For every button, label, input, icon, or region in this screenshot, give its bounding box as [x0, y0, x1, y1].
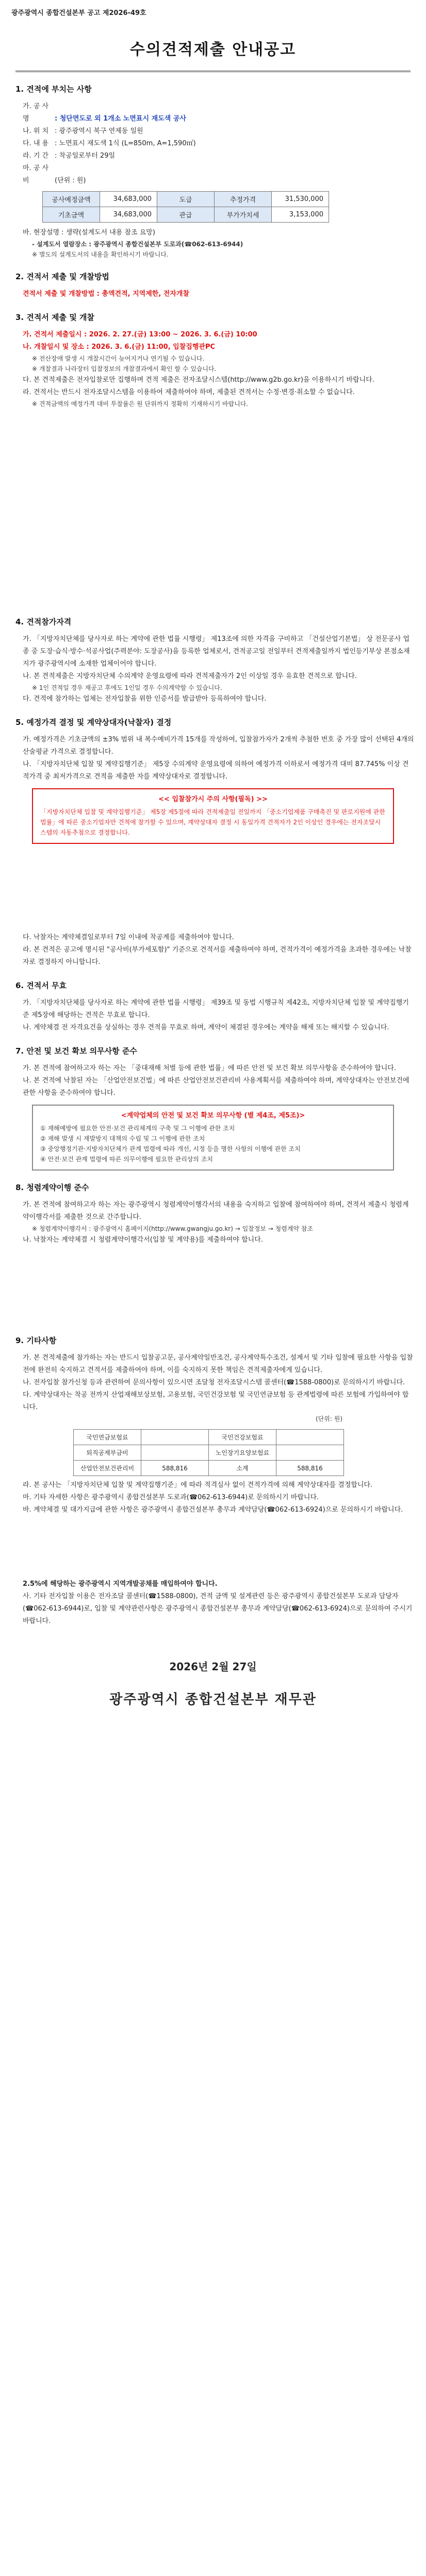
- s4-item: ※ 1인 견적일 경우 재공고 후에도 1인일 경우 수의계약할 수 있습니다.: [32, 684, 222, 691]
- section-1-title: 1. 견적에 부치는 사항: [15, 84, 92, 94]
- s10-item: 다. 계약상대자는 착공 전까지 산업재해보상보험, 고용보험, 국민건강보험 및 국민연금보험 등 관계법령에 따른 보험에 가입하여야 합니다.: [23, 1391, 409, 1411]
- s3-item: ※ 전산장애 발생 시 개찰시간이 늦어지거나 연기될 수 있습니다.: [32, 355, 205, 362]
- s1-item: 마. 공 사 비 (단위 : 원): [23, 164, 86, 184]
- page-title: 수의견적제출 안내공고: [129, 41, 297, 59]
- s2-body: 견적서 제출 및 개찰방법 : 총액견적, 지역제한, 전자개찰: [23, 290, 190, 298]
- s10-tail: 라. 본 공사는 「지방자치단체 입찰 및 계약집행기준」에 따라 적격심사 없이 견적가격에 의해 계약상대자를 결정합니다.: [23, 1481, 373, 1489]
- section-7-title: 7. 안전 및 보건 확보 의무사항 준수: [15, 1046, 137, 1056]
- closing-date: 2026년 2월 27일: [169, 1660, 257, 1673]
- s9-item: ※ 청렴계약이행각서 : 광주광역시 홈페이지(http://www.gwangju.go.kr) → 입찰정보 → 청렴계약 참조: [32, 1225, 314, 1232]
- section-5-title: 5. 예정가격 결정 및 계약상대자(낙찰자) 결정: [15, 718, 172, 727]
- cost-cell: 기초금액: [43, 207, 100, 223]
- cost-cell: 관급: [157, 207, 215, 223]
- s3-item: 나. 개찰일시 및 장소 : 2026. 3. 6.(금) 11:00, 입찰집행관PC: [23, 343, 216, 351]
- s3-item: 다. 본 견적제출은 전자입찰로만 집행하며 견적 제출은 전자조달시스템(http://www.g2b.go.kr)을 이용하시기 바랍니다.: [23, 376, 374, 384]
- insurance-cell: 산업안전보건관리비: [74, 1461, 141, 1476]
- s3-item: 가. 견적서 제출일시 : 2026. 2. 27.(금) 13:00 ~ 2026. 3. 6.(금) 10:00: [23, 331, 257, 338]
- s10-tail: 바. 계약체결 및 대가지급에 관한 사항은 광주광역시 종합건설본부 총무과 계약담당(☎062-613-6924)으로 문의하시기 바랍니다.: [23, 1506, 403, 1514]
- cost-cell: 31,530,000: [272, 192, 329, 207]
- safety-duty-item: ④ 안전·보건 관계 법령에 따른 의무이행에 필요한 관리상의 조치: [40, 1156, 213, 1163]
- s10-item: 가. 본 견적제출에 참가하는 자는 반드시 입찰공고문, 공사계약일반조건, 공사계약특수조건, 설계서 및 기타 입찰에 필요한 사항을 입찰전에 완전히 숙지하고 견적서를 제출하여야 하며, 이를 숙지하지 못한 책임은 견적제출자에게 있습니다.: [23, 1354, 413, 1374]
- insurance-cell: 588,816: [141, 1461, 209, 1476]
- s9-item: 가. 본 견적에 참여하고자 하는 자는 광주광역시 청렴계약이행각서의 내용을 숙지하고 입찰에 참여하여야 하며, 견적서 제출시 청렴계약이행각서를 제출한 것으로 간주합니다.: [23, 1201, 409, 1221]
- section-2-title: 2. 견적서 제출 및 개찰방법: [15, 272, 109, 281]
- insurance-cell: 국민건강보험료: [209, 1430, 276, 1445]
- safety-duty-item: ② 재해 발생 시 재발방지 대책의 수립 및 그 이행에 관한 조치: [40, 1135, 205, 1142]
- caution-body: 「지방자치단체 입찰 및 계약집행기준」 제5장 제5절에 따라 견적제출일 전일까지 「중소기업제품 구매촉진 및 판로지원에 관한 법률」에 따른 중소기업자만 견적에 참가할 수 있으며, 계약상대자 결정 시 동일가격 견적자가 2인 이상인 경우에는 전자조달시스템의 자동추첨으로 결정합니다.: [40, 808, 385, 836]
- s4-item: 가. 「지방자치단체를 당사자로 하는 계약에 관한 법률 시행령」 제13조에 의한 자격을 구비하고 「건설산업기본법」 상 전문공사 업종 중 도장·습식·방수·석공사업(주력분야: 도장공사)을 등록한 업체로서, 견적공고일 전일부터 견적제출일까지 법인등기부상 본점소재지가 광주광역시에 소재한 업체이어야 합니다.: [23, 635, 410, 668]
- s8-item: 나. 본 견적에 낙찰된 자는 「산업안전보건법」에 따른 산업안전보건관리비 사용계획서를 제출하여야 하며, 계약상대자는 안전보건에 관한 사항을 준수하여야 합니다.: [23, 1077, 409, 1097]
- insurance-unit: (단위: 원): [316, 1415, 342, 1422]
- cost-cell: 추정가격: [215, 192, 272, 207]
- title-divider: [15, 71, 411, 72]
- cost-cell: 34,683,000: [100, 192, 157, 207]
- issuer-name: 광주광역시 종합건설본부 재무관: [109, 1692, 317, 1707]
- caution-box: [32, 788, 394, 844]
- safety-duty-title: <계약업체의 안전 및 보건 확보 의무사항 (별 제4조, 제5조)>: [121, 1112, 305, 1120]
- s3-item: 라. 견적서는 반드시 전자조달시스템을 이용하여 제출하여야 하며, 제출된 견적서는 수정·변경·취소할 수 없습니다.: [23, 388, 355, 396]
- section-9-title: 9. 기타사항: [15, 1336, 57, 1345]
- s5-item: 나. 「지방자치단체 입찰 및 계약집행기준」 제5장 수의계약 운영요령에 의하여 예정가격 이하로서 예정가격 대비 87.745% 이상 견적가격 중 최저가격으로 견적을 제출한 자를 계약상대자로 결정합니다.: [23, 760, 409, 781]
- notice-number: 광주광역시 종합건설본부 공고 제2026-49호: [11, 9, 146, 17]
- s1-item: 가. 공 사 명 : 청단면도로 외 1개소 노면표시 재도색 공사: [23, 103, 186, 123]
- s7-item: 가. 「지방자치단체를 당사자로 하는 계약에 관한 법률 시행령」 제39조 및 동법 시행규칙 제42조, 지방자치단체 입찰 및 계약집행기준 제5장에 해당하는 견적은 무효로 합니다.: [23, 999, 409, 1019]
- cost-cell: 34,683,000: [100, 207, 157, 223]
- s7-item: 나. 계약체결 전 자격요건을 상실하는 경우 견적을 무효로 하며, 계약이 체결된 경우에는 계약을 해제 또는 해지할 수 있습니다.: [23, 1024, 389, 1031]
- s10-item: 나. 전자입찰 참가신청 등과 관련하여 문의사항이 있으시면 조달청 전자조달시스템 콜센터(☎1588-0800)로 문의하시기 바랍니다.: [23, 1379, 405, 1386]
- caution-title: << 입찰참가시 주의 사항(필독) >>: [158, 795, 268, 803]
- insurance-cell: 소계: [209, 1461, 276, 1476]
- s3-item: ※ 개찰결과 나라장터 입찰정보의 개찰결과에서 확인 할 수 있습니다.: [32, 365, 217, 372]
- insurance-cell: 국민연금보험료: [74, 1430, 141, 1445]
- insurance-table: [73, 1429, 344, 1476]
- cost-cell: 3,153,000: [272, 207, 329, 223]
- safety-duty-item: ③ 중앙행정기관·지방자치단체가 관계 법령에 따라 개선, 시정 등을 명한 사항의 이행에 관한 조치: [40, 1145, 301, 1153]
- s1-note: 바. 현장설명 : 생략(설계도서 내용 참조 요망): [23, 229, 155, 236]
- s9-item: 나. 낙찰자는 계약체결 시 청렴계약이행각서(입찰 및 계약용)를 제출하여야 합니다.: [23, 1236, 263, 1244]
- safety-duty-box: [32, 1105, 394, 1171]
- s5-item: 가. 예정가격은 기초금액의 ±3% 범위 내 복수예비가격 15개를 작성하여, 입찰참가자가 2개씩 추첨한 번호 중 가장 많이 선택된 4개의 산술평균 가격으로 결정합니다.: [23, 736, 414, 756]
- s1-note: - 설계도서 열람장소 : 광주광역시 종합건설본부 도로과(☎062-613-6944): [32, 241, 243, 248]
- insurance-cell: [276, 1430, 344, 1445]
- insurance-cell: [141, 1445, 209, 1461]
- s1-note: ※ 별도의 설계도서의 내용을 확인하시기 바랍니다.: [32, 251, 169, 258]
- cost-cell: 도급: [157, 192, 215, 207]
- section-3-title: 3. 견적서 제출 및 개찰: [15, 313, 94, 322]
- section-8-title: 8. 청렴계약이행 준수: [15, 1183, 89, 1192]
- s4-item: 나. 본 견적제출은 지방자치단체 수의계약 운영요령에 따라 견적제출자가 2인 이상일 경우 유효한 견적으로 합니다.: [23, 672, 357, 680]
- s10-final: 2.5%에 해당하는 광주광역시 지역개발공채를 매입하여야 합니다.: [23, 1580, 218, 1588]
- insurance-cell: 588,816: [276, 1461, 344, 1476]
- section-6-title: 6. 견적서 무효: [15, 981, 67, 990]
- s8-item: 가. 본 견적에 참여하고자 하는 자는 「중대재해 처벌 등에 관한 법률」에 따른 안전 및 보건 확보 의무사항을 준수하여야 합니다.: [23, 1064, 396, 1072]
- s6-item: 다. 낙찰자는 계약체결일로부터 7일 이내에 착공계를 제출하여야 합니다.: [23, 934, 234, 941]
- s4-item: 다. 견적에 참가하는 업체는 전자입찰을 위한 인증서를 발급받아 등록하여야 합니다.: [23, 695, 267, 703]
- s6-item: 라. 본 견적은 공고에 명시된 "공사비(부가세포함)" 기준으로 견적서를 제출하여야 하며, 견적가격이 예정가격을 초과한 경우에는 낙찰자로 결정하지 아니합니다.: [23, 946, 412, 966]
- cost-table: [42, 191, 329, 223]
- insurance-cell: [276, 1445, 344, 1461]
- insurance-cell: 노인장기요양보험료: [209, 1445, 276, 1461]
- safety-duty-item: ① 재해예방에 필요한 안전·보건 관리체계의 구축 및 그 이행에 관한 조치: [40, 1125, 235, 1132]
- s1-item: 나. 위 치 : 광주광역시 북구 연제동 일원: [23, 127, 143, 135]
- s3-item: ※ 견적금액의 예정가격 대비 투찰률은 원 단위까지 정확히 기재하시기 바랍니다.: [32, 400, 249, 408]
- s10-final: 사. 기타 전자입찰 이용은 전자조달 콜센터(☎1588-0800), 견적 금액 및 설계관련 등은 광주광역시 종합건설본부 도로과 담당자(☎062-613-6944)로, 입찰 및 계약관련사항은 광주광역시 종합건설본부 총무과 계약담당(☎062-613-6924)으로 문의하여 주시기 바랍니다.: [23, 1592, 413, 1625]
- insurance-cell: 퇴직공제부금비: [74, 1445, 141, 1461]
- cost-cell: 공사예정금액: [43, 192, 100, 207]
- s1-item: 라. 기 간 : 착공일로부터 29일: [23, 152, 116, 160]
- insurance-cell: [141, 1430, 209, 1445]
- s1-item: 다. 내 용 : 노면표시 재도색 1식 (L=850m, A=1,590㎡): [23, 140, 196, 147]
- cost-cell: 부가가치세: [215, 207, 272, 223]
- section-4-title: 4. 견적참가자격: [15, 617, 72, 626]
- s10-tail: 마. 기타 자세한 사항은 광주광역시 종합건설본부 도로과(☎062-613-6944)로 문의하시기 바랍니다.: [23, 1494, 319, 1501]
